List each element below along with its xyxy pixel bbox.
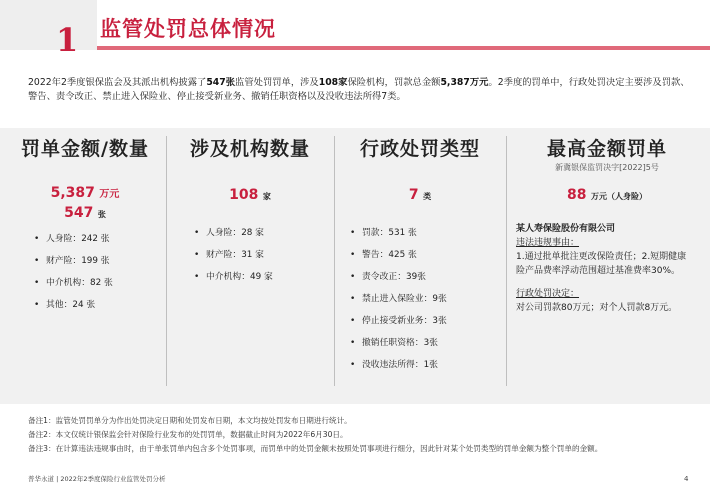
list-item: • 停止接受新业务：3张 bbox=[346, 310, 500, 332]
penalty-type-list bbox=[346, 222, 500, 376]
list-item: • 警告：425 张 bbox=[346, 244, 500, 266]
column-title: 涉及机构数量 bbox=[189, 138, 310, 160]
decision-text: 对公司罚款80万元；对个人罚款8万元。 bbox=[516, 303, 678, 313]
list-item: • 人身险：242 张 bbox=[30, 228, 160, 250]
list-item: • 财产险：31 家 bbox=[190, 244, 328, 266]
list-item: • 没收违法所得：1张 bbox=[346, 354, 500, 376]
list-item: • 禁止进入保险业：9张 bbox=[346, 288, 500, 310]
page-number: 4 bbox=[684, 475, 689, 483]
institution-breakdown-list bbox=[190, 222, 328, 288]
page-title: 监管处罚总体情况 bbox=[100, 17, 276, 41]
column-divider bbox=[166, 136, 167, 386]
list-item: • 中介机构：82 张 bbox=[30, 272, 160, 294]
penalty-type-count: 7 类 bbox=[408, 187, 432, 203]
section-number: 1 bbox=[56, 21, 79, 59]
list-item: • 责令改正：39张 bbox=[346, 266, 500, 288]
note-1: 备注1：监管处罚罚单分为作出处罚决定日期和处罚发布日期，本文均按处罚发布日期进行统计。 bbox=[28, 416, 352, 425]
violation-text: 1.通过批单批注更改保险责任；2.短期健康险产品费率浮动范围超过基准费率30%。 bbox=[516, 252, 687, 276]
max-penalty-amount: 88 万元（人身险） bbox=[566, 187, 647, 203]
column-divider bbox=[506, 136, 507, 386]
decision-label: 行政处罚决定： bbox=[516, 289, 580, 299]
column-title: 行政处罚类型 bbox=[359, 138, 480, 160]
column-penalty-amount bbox=[10, 136, 160, 316]
column-max-penalty bbox=[512, 136, 702, 315]
intro-paragraph: 2022年2季度银保监会及其派出机构披露了547张监管处罚罚单，涉及108家保险机构，罚款总金额5,387万元。2季度的罚单中，行政处罚决定主要涉及罚款、警告、责令改正、禁止进入保险业、停止接受新业务、撤销任职资格以及没收违法所得7类。 bbox=[28, 77, 690, 102]
note-2: 备注2：本文仅统计银保监会针对保险行业发布的处罚罚单，数据截止时间为2022年6月30日。 bbox=[28, 430, 348, 439]
list-item: • 人身险：28 家 bbox=[190, 222, 328, 244]
list-item: • 罚款：531 张 bbox=[346, 222, 500, 244]
decision-number: 新冀银保监罚决字[2022]5号 bbox=[555, 163, 659, 172]
total-amount: 5,387 万元 bbox=[50, 185, 120, 201]
column-title: 罚单金额/数量 bbox=[21, 138, 149, 160]
footer-source: 普华永道 | 2022年2季度保险行业监管处罚分析 bbox=[28, 475, 166, 483]
list-item: • 撤销任职资格：3张 bbox=[346, 332, 500, 354]
note-3: 备注3：在计算违法违规事由时，由于单张罚单内包含多个处罚事项，而罚单中的处罚金额未按照处罚事项进行细分，因此针对某个处罚类型的罚单金额为整个罚单的金额。 bbox=[28, 444, 603, 453]
column-institutions bbox=[172, 136, 328, 288]
company-name: 某人寿保险股份有限公司 bbox=[516, 224, 616, 234]
institution-count: 108 家 bbox=[229, 187, 271, 203]
list-item: • 中介机构：49 家 bbox=[190, 266, 328, 288]
list-item: • 财产险：199 张 bbox=[30, 250, 160, 272]
total-count: 547 张 bbox=[64, 205, 106, 221]
amount-breakdown-list bbox=[30, 228, 160, 316]
list-item: • 其他：24 张 bbox=[30, 294, 160, 316]
column-divider bbox=[334, 136, 335, 386]
column-title: 最高金额罚单 bbox=[546, 138, 667, 160]
violation-label: 违法违规事由： bbox=[516, 238, 580, 248]
header-rule bbox=[97, 46, 710, 50]
header-accent-box bbox=[0, 0, 97, 50]
column-penalty-types bbox=[340, 136, 500, 376]
